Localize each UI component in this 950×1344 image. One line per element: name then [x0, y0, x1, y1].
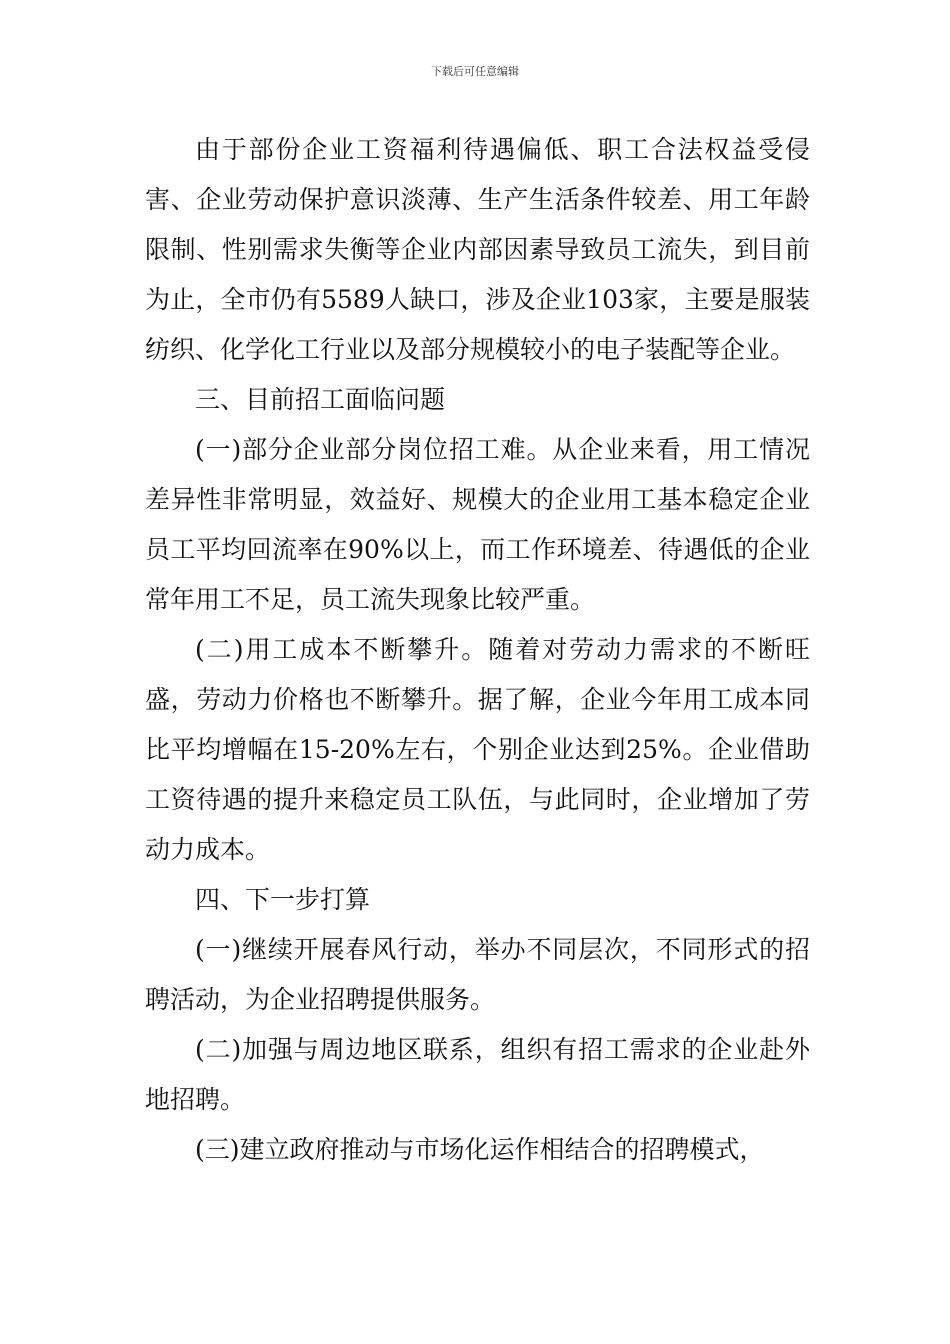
section-heading-recruitment-problems: 三、目前招工面临问题	[195, 385, 446, 414]
paragraph-labor-cost: (二)用工成本不断攀升。随着对劳动力需求的不断旺盛，劳动力价格也不断攀升。据了解，企业今年用工成本同比平均增幅在15-20%左右，个别企业达到25%。企业借助工资待遇的提升来稳定员工队伍，与此同时，企业增加了劳动力成本。	[145, 635, 810, 864]
paragraph-spring-breeze-action: (一)继续开展春风行动，举办不同层次，不同形式的招聘活动，为企业招聘提供服务。	[145, 935, 810, 1014]
paragraph-recruitment-model: (三)建立政府推动与市场化运作相结合的招聘模式，	[195, 1135, 765, 1164]
paragraph-recruitment-difficulty: (一)部分企业部分岗位招工难。从企业来看，用工情况差异性非常明显，效益好、规模大的企业用工基本稳定企业员工平均回流率在90%以上，而工作环境差、待遇低的企业常年用工不足，员工流失现象比较严重。	[145, 435, 810, 614]
paragraph-regional-contact: (二)加强与周边地区联系，组织有招工需求的企业赴外地招聘。	[145, 1035, 810, 1114]
paragraph-staff-loss: 由于部份企业工资福利待遇偏低、职工合法权益受侵害、企业劳动保护意识淡薄、生产生活条件较差、用工年龄限制、性别需求失衡等企业内部因素导致员工流失，到目前为止，全市仍有5589人缺口，涉及企业103家，主要是服装纺织、化学化工行业以及部分规模较小的电子装配等企业。	[145, 135, 810, 364]
document-body	[145, 125, 810, 1175]
section-heading-next-steps: 四、下一步打算	[195, 885, 371, 914]
page-header-note: 下载后可任意编辑	[431, 65, 519, 78]
